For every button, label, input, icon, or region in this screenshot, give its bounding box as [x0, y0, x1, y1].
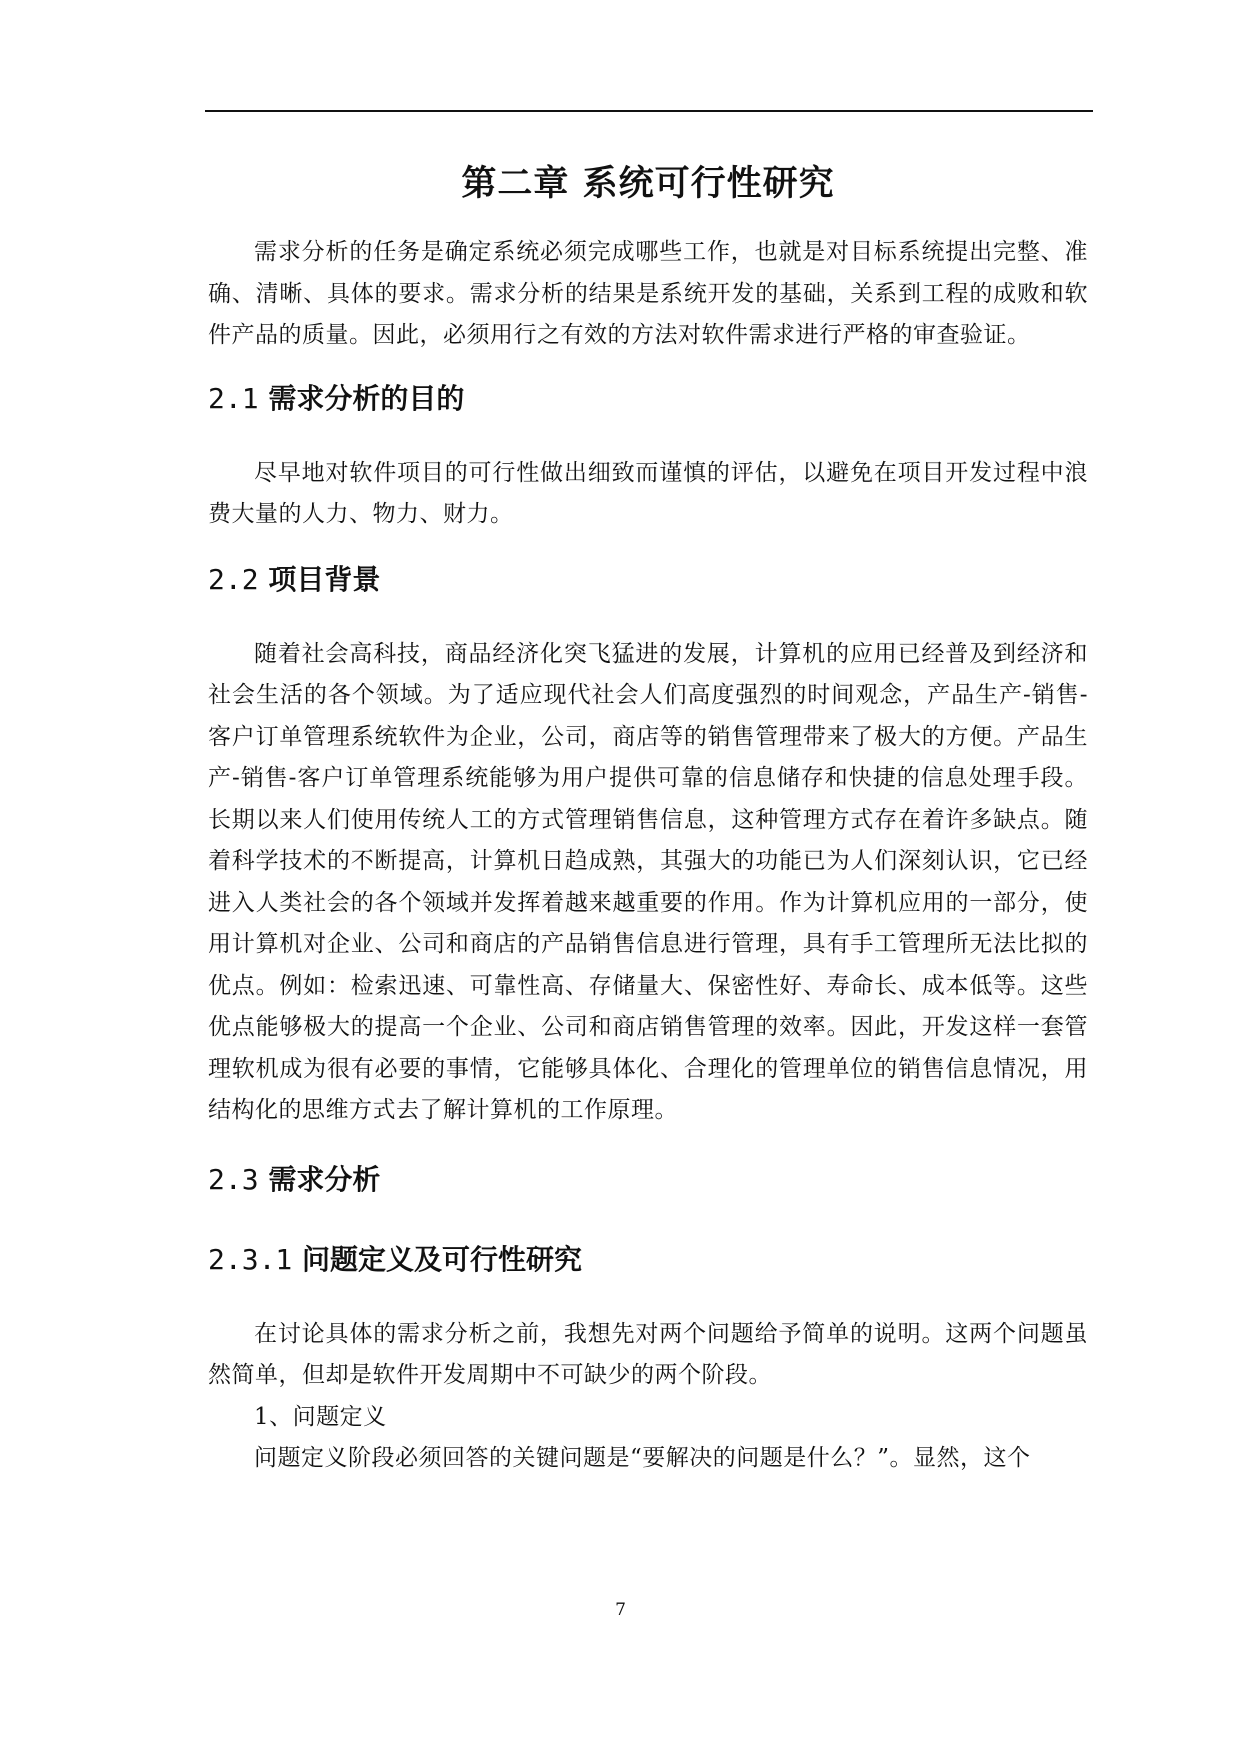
- intro-paragraph: 需求分析的任务是确定系统必须完成哪些工作，也就是对目标系统提出完整、准确、清晰、具体的要求。需求分析的结果是系统开发的基础，关系到工程的成败和软件产品的质量。因此，必须用行之有效的方法对软件需求进行严格的审查验证。: [208, 239, 1088, 348]
- section-2-3-1-number: 2.3.1: [208, 1242, 293, 1276]
- section-2-2-paragraph: 随着社会高科技，商品经济化突飞猛进的发展，计算机的应用已经普及到经济和社会生活的各个领域。为了适应现代社会人们高度强烈的时间观念，产品生产-销售-客户订单管理系统软件为企业，公司，商店等的销售管理带来了极大的方便。产品生产-销售-客户订单管理系统能够为用户提供可靠的信息储存和快捷的信息处理手段。长期以来人们使用传统人工的方式管理销售信息，这种管理方式存在着许多缺点。随着科学技术的不断提高，计算机日趋成熟，其强大的功能已为人们深刻认识，它已经进入人类社会的各个领域并发挥着越来越重要的作用。作为计算机应用的一部分，使用计算机对企业、公司和商店的产品销售信息进行管理，具有手工管理所无法比拟的优点。例如：检索迅速、可靠性高、存储量大、保密性好、寿命长、成本低等。这些优点能够极大的提高一个企业、公司和商店销售管理的效率。因此，开发这样一套管理软机成为很有必要的事情，它能够具体化、合理化的管理单位的销售信息情况，用结构化的思维方式去了解计算机的工作原理。: [208, 640, 1088, 1123]
- section-2-2-number: 2.2: [208, 562, 259, 596]
- section-2-2-title: 项目背景: [268, 562, 381, 596]
- section-2-1-title: 需求分析的目的: [268, 381, 465, 415]
- section-2-3-title: 需求分析: [268, 1162, 381, 1196]
- page-number: 7: [615, 1600, 626, 1620]
- section-2-1-paragraph: 尽早地对软件项目的可行性做出细致而谨慎的评估，以避免在项目开发过程中浪费大量的人力、物力、财力。: [208, 459, 1088, 527]
- section-2-1-heading: [208, 379, 1088, 419]
- section-2-2-heading: [208, 560, 1088, 600]
- section-2-3-1-heading: [208, 1240, 1088, 1280]
- page-content: [208, 158, 1088, 1480]
- section-2-3-heading: [208, 1160, 1088, 1200]
- section-2-1-number: 2.1: [208, 381, 259, 415]
- section-2-3-1-title: 问题定义及可行性研究: [302, 1242, 583, 1276]
- list-item-problem-definition: 1、问题定义: [254, 1403, 387, 1430]
- chapter-title: 第二章 系统可行性研究: [461, 164, 835, 204]
- section-2-3-1-paragraph: 在讨论具体的需求分析之前，我想先对两个问题给予简单的说明。这两个问题虽然简单，但却是软件开发周期中不可缺少的两个阶段。: [208, 1320, 1088, 1388]
- header-rule: [205, 110, 1093, 112]
- list-item-problem-definition-text: 问题定义阶段必须回答的关键问题是“要解决的问题是什么？”。显然，这个: [254, 1445, 1031, 1471]
- section-2-3-number: 2.3: [208, 1162, 259, 1196]
